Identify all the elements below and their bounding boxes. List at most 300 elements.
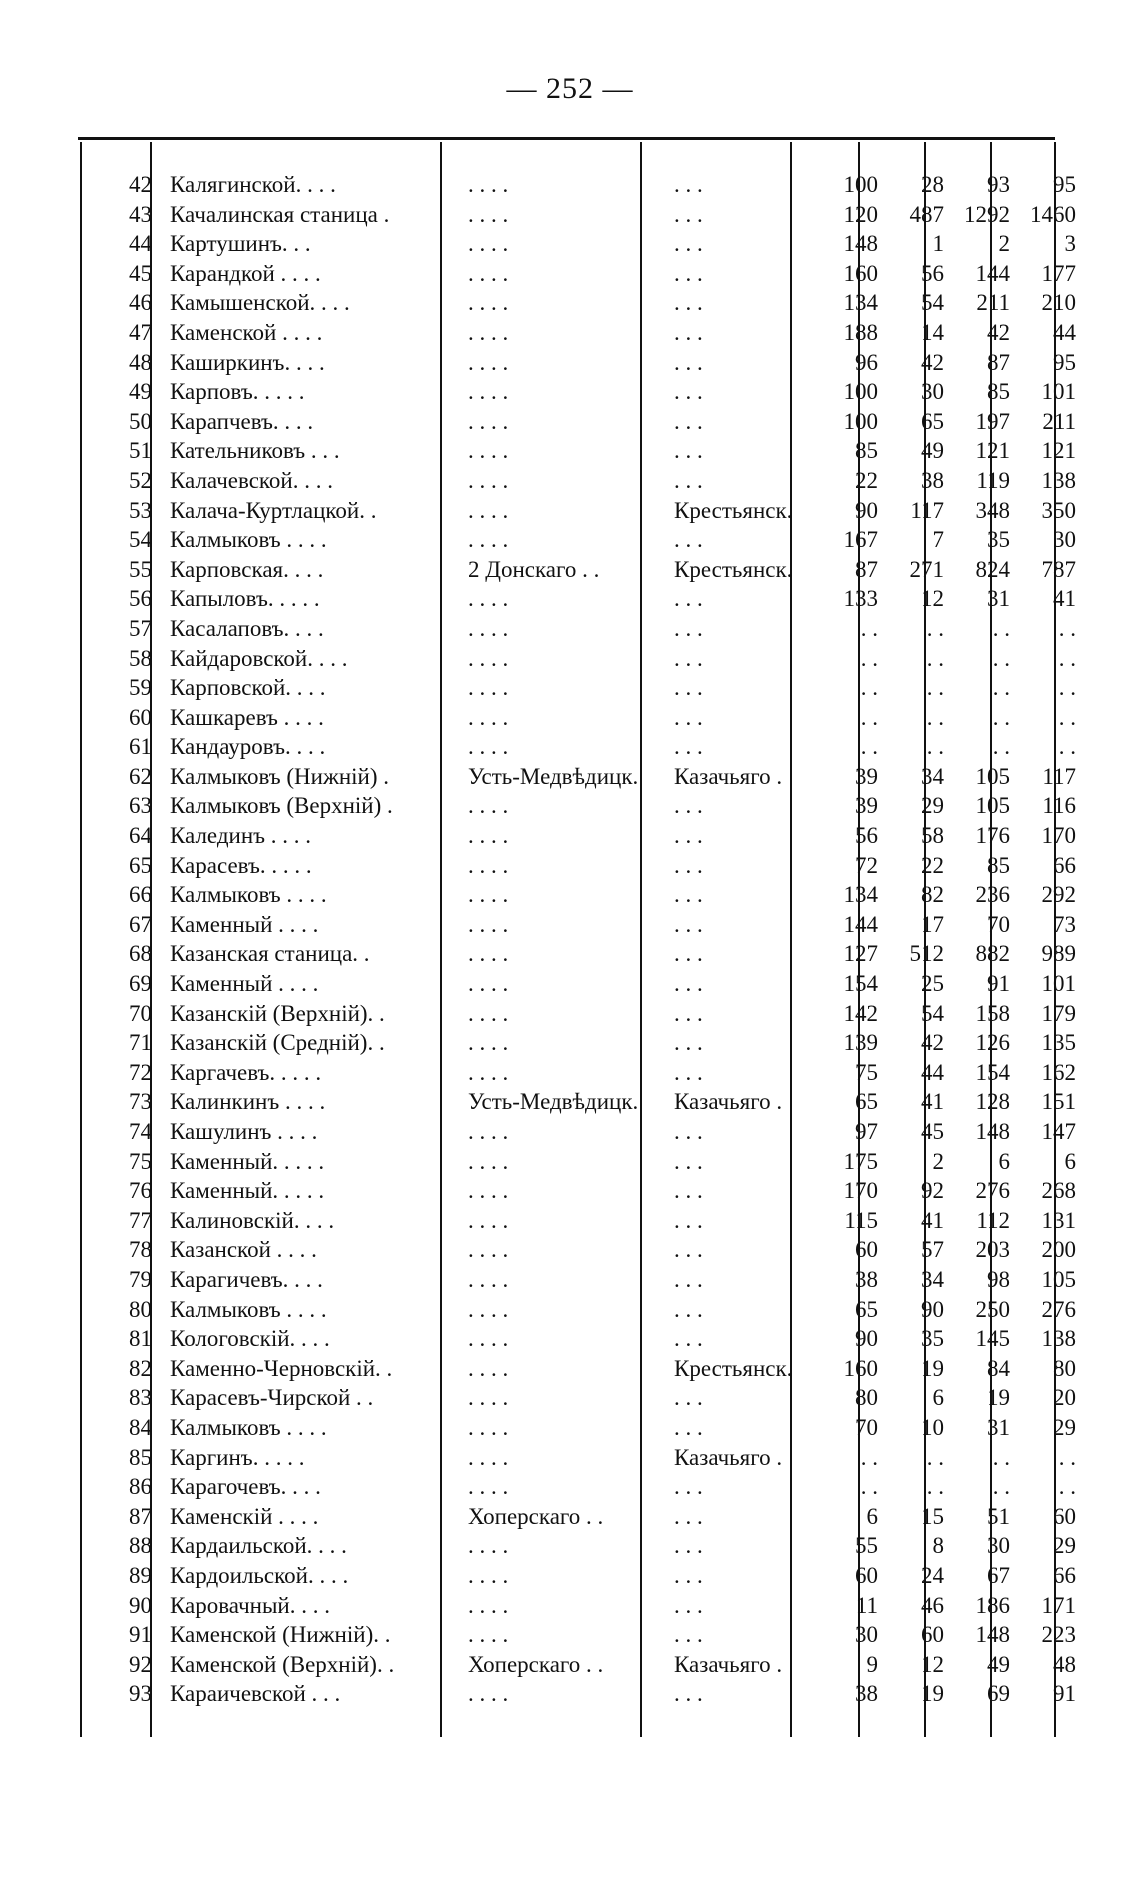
settlement-name: Кардоильской. . . . <box>170 1562 349 1588</box>
row-number: 87 <box>129 1503 152 1529</box>
row-number: 80 <box>129 1296 152 1322</box>
value-4: 95 <box>1053 172 1076 197</box>
district: Усть-Медвѣдицк. <box>468 763 639 789</box>
table-row <box>82 200 1080 230</box>
table-row <box>82 1650 1080 1680</box>
value-1: . . <box>860 645 878 671</box>
value-4: 66 <box>1053 852 1076 878</box>
value-3: 69 <box>987 1681 1010 1707</box>
settlement-name: Карасевъ-Чирской . . <box>170 1385 374 1411</box>
value-2: 42 <box>921 1030 944 1056</box>
category: . . . <box>674 1533 703 1559</box>
row-number: 60 <box>129 704 152 730</box>
table-row <box>82 1561 1080 1591</box>
settlement-name: Каменный . . . . <box>170 911 319 937</box>
table-row <box>82 644 1080 674</box>
value-1: 142 <box>843 1000 878 1026</box>
value-2: 2 <box>932 1148 944 1174</box>
row-number: 55 <box>129 556 152 582</box>
row-number: 52 <box>129 467 152 493</box>
district: . . . . <box>468 1030 509 1056</box>
category: . . . <box>674 1178 703 1204</box>
value-4: 29 <box>1053 1533 1076 1559</box>
category: . . . <box>674 1385 703 1411</box>
value-4: 177 <box>1041 260 1076 286</box>
category: Казачьяго . <box>674 1651 783 1677</box>
district: . . . . <box>468 1414 509 1440</box>
table-row <box>82 791 1080 821</box>
value-2: 45 <box>921 1119 944 1144</box>
district: . . . . <box>468 1059 509 1085</box>
table-row <box>82 318 1080 348</box>
category: . . . <box>674 615 703 641</box>
settlement-name: Казанскій (Средній). . <box>170 1030 385 1056</box>
value-4: 989 <box>1041 941 1076 967</box>
value-3: 87 <box>987 349 1010 375</box>
settlement-name: Калмыковъ . . . . <box>170 882 327 908</box>
row-number: 44 <box>129 231 152 257</box>
value-4: 268 <box>1041 1178 1076 1204</box>
value-4: 162 <box>1041 1059 1076 1085</box>
value-3: 119 <box>976 467 1010 493</box>
value-3: 126 <box>975 1030 1010 1056</box>
value-4: 3 <box>1064 231 1076 257</box>
value-4: 80 <box>1053 1355 1076 1381</box>
district: . . . . <box>468 1355 509 1381</box>
category: . . . <box>674 1237 703 1263</box>
value-1: 55 <box>855 1533 878 1559</box>
value-4: 350 <box>1041 497 1076 523</box>
category: . . . <box>674 172 703 197</box>
value-1: 72 <box>855 852 878 878</box>
row-number: 89 <box>129 1562 152 1588</box>
value-4: 210 <box>1041 290 1076 316</box>
row-number: 69 <box>129 971 152 997</box>
table-row <box>82 939 1080 969</box>
table-row <box>82 732 1080 762</box>
district: . . . . <box>468 1296 509 1322</box>
value-2: 82 <box>921 882 944 908</box>
value-4: 101 <box>1041 379 1076 405</box>
settlement-name: Калинкинъ . . . . <box>170 1089 326 1115</box>
settlement-name: Кологовскій. . . . <box>170 1326 330 1352</box>
table-row <box>82 1679 1080 1709</box>
settlement-name: Каровачный. . . . <box>170 1592 330 1618</box>
value-2: 65 <box>921 408 944 434</box>
category: Казачьяго . <box>674 1444 783 1470</box>
row-number: 76 <box>129 1178 152 1204</box>
value-3: 98 <box>987 1266 1010 1292</box>
category: . . . <box>674 704 703 730</box>
district: . . . . <box>468 497 509 523</box>
settlement-name: Казанская станица. . <box>170 941 370 967</box>
table-row <box>82 170 1080 200</box>
settlement-name: Кайдаровской. . . . <box>170 645 348 671</box>
value-3: . . <box>992 645 1010 671</box>
value-3: 128 <box>975 1089 1010 1115</box>
value-1: 60 <box>855 1237 878 1263</box>
value-1: 154 <box>843 971 878 997</box>
table-row <box>82 259 1080 289</box>
value-4: 6 <box>1064 1148 1076 1174</box>
district: . . . . <box>468 971 509 997</box>
value-4: 292 <box>1041 882 1076 908</box>
row-number: 63 <box>129 793 152 819</box>
table-row <box>82 584 1080 614</box>
value-4: 179 <box>1041 1000 1076 1026</box>
district: . . . . <box>468 1326 509 1352</box>
category: . . . <box>674 319 703 345</box>
value-3: 19 <box>987 1385 1010 1411</box>
settlement-name: Каменный . . . . <box>170 971 319 997</box>
settlement-name: Каменный. . . . . <box>170 1178 325 1204</box>
value-2: 19 <box>921 1681 944 1707</box>
district: . . . . <box>468 1474 509 1500</box>
settlement-name: Каменный. . . . . <box>170 1148 325 1174</box>
value-4: 44 <box>1053 319 1076 345</box>
value-1: 160 <box>843 260 878 286</box>
settlement-name: Каргачевъ. . . . . <box>170 1059 322 1085</box>
value-2: 17 <box>921 911 944 937</box>
value-2: . . <box>926 704 944 730</box>
value-4: 787 <box>1041 556 1076 582</box>
value-3: 2 <box>998 231 1010 257</box>
value-2: 271 <box>909 556 944 582</box>
value-1: . . <box>860 1474 878 1500</box>
value-3: 882 <box>975 941 1010 967</box>
value-3: 824 <box>975 556 1010 582</box>
value-4: . . <box>1058 675 1076 701</box>
district: . . . . <box>468 852 509 878</box>
value-4: 151 <box>1041 1089 1076 1115</box>
table-row <box>82 555 1080 585</box>
value-4: 223 <box>1041 1622 1076 1648</box>
value-3: 186 <box>975 1592 1010 1618</box>
table-row <box>82 1443 1080 1473</box>
category: . . . <box>674 290 703 316</box>
row-number: 47 <box>129 319 152 345</box>
value-2: 54 <box>921 290 944 316</box>
value-1: 144 <box>843 911 878 937</box>
value-1: 65 <box>855 1089 878 1115</box>
value-1: 97 <box>855 1119 878 1144</box>
value-1: 65 <box>855 1296 878 1322</box>
table-row <box>82 436 1080 466</box>
value-1: 11 <box>855 1592 878 1618</box>
value-1: 9 <box>866 1651 878 1677</box>
district: . . . . <box>468 467 509 493</box>
settlement-name: Кандауровъ. . . . <box>170 734 326 760</box>
table-row <box>82 407 1080 437</box>
row-number: 93 <box>129 1681 152 1707</box>
district: . . . . <box>468 615 509 641</box>
value-3: 148 <box>975 1119 1010 1144</box>
value-2: 30 <box>921 379 944 405</box>
table-row <box>82 880 1080 910</box>
category: . . . <box>674 1326 703 1352</box>
value-1: 148 <box>843 231 878 257</box>
value-3: 154 <box>975 1059 1010 1085</box>
category: . . . <box>674 1474 703 1500</box>
settlement-name: Калединъ . . . . <box>170 823 312 849</box>
district: . . . . <box>468 379 509 405</box>
value-4: 30 <box>1053 527 1076 553</box>
value-2: 56 <box>921 260 944 286</box>
category: . . . <box>674 882 703 908</box>
value-1: 96 <box>855 349 878 375</box>
value-4: . . <box>1058 704 1076 730</box>
category: . . . <box>674 823 703 849</box>
value-1: 133 <box>843 586 878 612</box>
value-1: 39 <box>855 763 878 789</box>
value-1: 85 <box>855 438 878 464</box>
district: . . . . <box>468 1622 509 1648</box>
value-2: 7 <box>932 527 944 553</box>
table-row <box>82 1147 1080 1177</box>
value-3: 67 <box>987 1562 1010 1588</box>
district: . . . . <box>468 1444 509 1470</box>
category: . . . <box>674 911 703 937</box>
value-4: 95 <box>1053 349 1076 375</box>
row-number: 64 <box>129 823 152 849</box>
value-4: 66 <box>1053 1562 1076 1588</box>
category: . . . <box>674 1207 703 1233</box>
settlement-name: Карапчевъ. . . . <box>170 408 314 434</box>
table-row <box>82 1620 1080 1650</box>
value-1: 60 <box>855 1562 878 1588</box>
value-2: 57 <box>921 1237 944 1263</box>
table-row <box>82 762 1080 792</box>
district: Хоперскаго . . <box>468 1651 604 1677</box>
table-row <box>82 1472 1080 1502</box>
settlement-name: Каменской . . . . <box>170 319 323 345</box>
category: . . . <box>674 349 703 375</box>
value-3: 31 <box>987 1414 1010 1440</box>
value-1: 70 <box>855 1414 878 1440</box>
value-4: 147 <box>1041 1119 1076 1144</box>
value-3: 85 <box>987 852 1010 878</box>
settlement-name: Калмыковъ . . . . <box>170 1414 327 1440</box>
table-row <box>82 1206 1080 1236</box>
category: . . . <box>674 408 703 434</box>
district: . . . . <box>468 1178 509 1204</box>
settlement-name: Каменскій . . . . <box>170 1503 319 1529</box>
district: . . . . <box>468 586 509 612</box>
value-4: 170 <box>1041 823 1076 849</box>
category: . . . <box>674 1059 703 1085</box>
table-row <box>82 1502 1080 1532</box>
value-2: 38 <box>921 467 944 493</box>
value-1: . . <box>860 704 878 730</box>
settlement-name: Калачевской. . . . <box>170 467 333 493</box>
value-2: 44 <box>921 1059 944 1085</box>
value-1: 30 <box>855 1622 878 1648</box>
value-1: 134 <box>843 882 878 908</box>
settlement-name: Каширкинъ. . . . <box>170 349 325 375</box>
value-3: 51 <box>987 1503 1010 1529</box>
value-3: 203 <box>975 1237 1010 1263</box>
district: . . . . <box>468 260 509 286</box>
category: . . . <box>674 1296 703 1322</box>
category: . . . <box>674 1119 703 1144</box>
district: . . . . <box>468 823 509 849</box>
table-row <box>82 1117 1080 1147</box>
category: . . . <box>674 201 703 227</box>
value-3: 158 <box>975 1000 1010 1026</box>
value-2: 42 <box>921 349 944 375</box>
district: . . . . <box>468 911 509 937</box>
value-2: 34 <box>921 1266 944 1292</box>
table-row <box>82 969 1080 999</box>
table-row <box>82 1058 1080 1088</box>
district: . . . . <box>468 1237 509 1263</box>
value-2: 15 <box>921 1503 944 1529</box>
value-3: 105 <box>975 763 1010 789</box>
value-3: 70 <box>987 911 1010 937</box>
settlement-name: Карандкой . . . . <box>170 260 321 286</box>
category: Крестьянск. <box>674 1355 793 1381</box>
category: . . . <box>674 1562 703 1588</box>
value-2: 92 <box>921 1178 944 1204</box>
value-1: 100 <box>843 379 878 405</box>
value-3: 197 <box>975 408 1010 434</box>
value-4: 138 <box>1041 467 1076 493</box>
page-number: — 252 — <box>506 72 634 105</box>
district: . . . . <box>468 1681 509 1707</box>
row-number: 73 <box>129 1089 152 1115</box>
table-row <box>82 999 1080 1029</box>
value-4: 73 <box>1053 911 1076 937</box>
row-number: 91 <box>129 1622 152 1648</box>
value-1: 80 <box>855 1385 878 1411</box>
value-3: . . <box>992 1444 1010 1470</box>
value-1: 175 <box>843 1148 878 1174</box>
value-3: . . <box>992 675 1010 701</box>
value-3: 276 <box>975 1178 1010 1204</box>
table-row <box>82 614 1080 644</box>
table-row <box>82 703 1080 733</box>
value-2: 19 <box>921 1355 944 1381</box>
category: . . . <box>674 793 703 819</box>
settlement-name: Каменской (Нижній). . <box>170 1622 391 1648</box>
category: Крестьянск. <box>674 556 793 582</box>
settlement-name: Карасевъ. . . . . <box>170 852 312 878</box>
row-number: 45 <box>129 260 152 286</box>
value-4: . . <box>1058 1444 1076 1470</box>
value-3: 6 <box>998 1148 1010 1174</box>
value-2: 24 <box>921 1562 944 1588</box>
row-number: 75 <box>129 1148 152 1174</box>
value-1: 167 <box>843 527 878 553</box>
district: . . . . <box>468 527 509 553</box>
value-4: 117 <box>1042 763 1076 789</box>
district: Хоперскаго . . <box>468 1503 604 1529</box>
table-row <box>82 496 1080 526</box>
table-row <box>82 851 1080 881</box>
value-3: 1292 <box>964 201 1010 227</box>
value-2: . . <box>926 615 944 641</box>
value-2: 49 <box>921 438 944 464</box>
category: . . . <box>674 1030 703 1056</box>
value-3: 35 <box>987 527 1010 553</box>
settlement-name: Калмыковъ . . . . <box>170 527 327 553</box>
value-2: 6 <box>932 1385 944 1411</box>
table-row <box>82 525 1080 555</box>
category: . . . <box>674 1592 703 1618</box>
value-2: 35 <box>921 1326 944 1352</box>
value-3: . . <box>992 734 1010 760</box>
row-number: 43 <box>129 201 152 227</box>
district: . . . . <box>468 1119 509 1144</box>
value-2: 25 <box>921 971 944 997</box>
category: . . . <box>674 260 703 286</box>
settlement-name: Касалаповъ. . . . <box>170 615 324 641</box>
value-3: 49 <box>987 1651 1010 1677</box>
value-4: 116 <box>1042 793 1076 819</box>
row-number: 54 <box>129 527 152 553</box>
row-number: 84 <box>129 1414 152 1440</box>
value-2: 117 <box>910 497 944 523</box>
row-number: 70 <box>129 1000 152 1026</box>
row-number: 77 <box>129 1207 152 1233</box>
value-3: 236 <box>975 882 1010 908</box>
district: . . . . <box>468 1266 509 1292</box>
value-1: 139 <box>843 1030 878 1056</box>
value-2: 8 <box>932 1533 944 1559</box>
settlement-name: Карагичевъ. . . . <box>170 1266 323 1292</box>
row-number: 57 <box>129 615 152 641</box>
settlement-name: Карповская. . . . <box>170 556 324 582</box>
value-1: 87 <box>855 556 878 582</box>
district: . . . . <box>468 1385 509 1411</box>
value-3: 121 <box>975 438 1010 464</box>
value-4: 41 <box>1053 586 1076 612</box>
settlement-name: Калиновскій. . . . <box>170 1207 335 1233</box>
settlements-table <box>82 170 1080 1709</box>
category: . . . <box>674 586 703 612</box>
value-2: 1 <box>932 231 944 257</box>
row-number: 65 <box>129 852 152 878</box>
row-number: 72 <box>129 1059 152 1085</box>
category: . . . <box>674 971 703 997</box>
district: . . . . <box>468 172 509 197</box>
value-2: . . <box>926 1444 944 1470</box>
table-row <box>82 1295 1080 1325</box>
category: . . . <box>674 1503 703 1529</box>
value-1: 38 <box>855 1681 878 1707</box>
settlement-name: Калмыковъ (Нижній) . <box>170 763 390 789</box>
value-3: . . <box>992 1474 1010 1500</box>
table-row <box>82 377 1080 407</box>
row-number: 83 <box>129 1385 152 1411</box>
category: . . . <box>674 1414 703 1440</box>
district: . . . . <box>468 290 509 316</box>
district: . . . . <box>468 793 509 819</box>
table-row <box>82 1087 1080 1117</box>
value-1: 22 <box>855 467 878 493</box>
settlement-name: Качалинская станица . <box>170 201 390 227</box>
settlement-name: Калмыковъ . . . . <box>170 1296 327 1322</box>
table-row <box>82 1383 1080 1413</box>
value-4: . . <box>1058 645 1076 671</box>
value-2: . . <box>926 734 944 760</box>
value-3: 93 <box>987 172 1010 197</box>
row-number: 61 <box>129 734 152 760</box>
row-number: 50 <box>129 408 152 434</box>
category: . . . <box>674 941 703 967</box>
value-2: 512 <box>909 941 944 967</box>
district: . . . . <box>468 734 509 760</box>
